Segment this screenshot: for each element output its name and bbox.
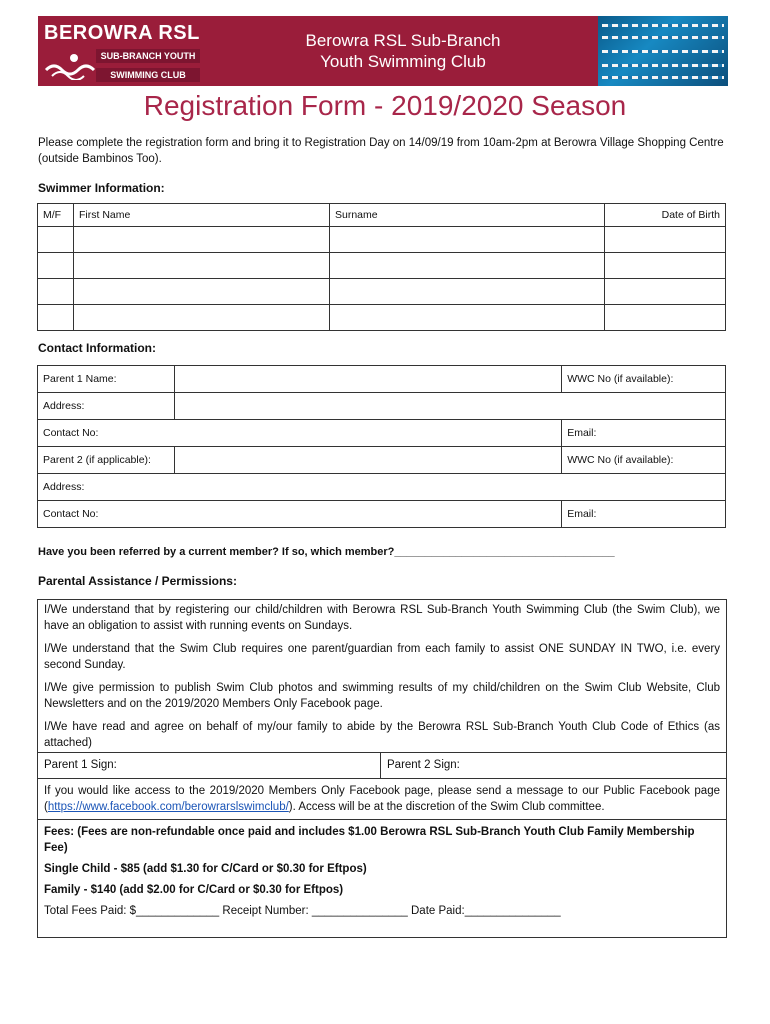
table-row bbox=[38, 253, 726, 279]
parent1-sign-field[interactable]: Parent 1 Sign: bbox=[38, 753, 381, 778]
mf-cell[interactable] bbox=[38, 305, 74, 331]
header-dob: Date of Birth bbox=[605, 204, 726, 227]
header-surname: Surname bbox=[330, 204, 605, 227]
fees-heading: Fees: (Fees are non-refundable once paid and includes $1.00 Berowra RSL Sub-Branch Youth Club Family Membership Fee) bbox=[44, 826, 695, 854]
form-title: Registration Form - 2019/2020 Season bbox=[143, 90, 627, 121]
email2-label[interactable]: Email: bbox=[562, 501, 726, 528]
swimmer-logo-icon bbox=[44, 48, 104, 80]
first-name-cell[interactable] bbox=[74, 279, 330, 305]
dob-cell[interactable] bbox=[605, 253, 726, 279]
dob-cell[interactable] bbox=[605, 227, 726, 253]
fees-section bbox=[38, 820, 726, 937]
address1-field[interactable] bbox=[175, 393, 726, 420]
banner-title-line-1: Berowra RSL Sub-Branch bbox=[305, 31, 501, 50]
logo-subtitle-2: SWIMMING CLUB bbox=[96, 68, 200, 82]
parent1-name-field[interactable] bbox=[175, 366, 562, 393]
fees-paid-line[interactable]: Total Fees Paid: $_____________ Receipt Number: _______________ Date Paid:_______________ bbox=[44, 905, 561, 917]
facebook-text-before: If you would like access to the 2019/2020 Members Only Facebook page, please send a message to our Public Facebook page ( bbox=[44, 785, 720, 813]
contact-no2-label[interactable]: Contact No: bbox=[38, 501, 562, 528]
swimmer-table-header bbox=[38, 204, 726, 227]
facebook-access-text bbox=[38, 779, 726, 820]
header-banner bbox=[38, 16, 728, 86]
dob-cell[interactable] bbox=[605, 279, 726, 305]
first-name-cell[interactable] bbox=[74, 227, 330, 253]
header-first-name: First Name bbox=[74, 204, 330, 227]
wwc1-label[interactable]: WWC No (if available): bbox=[562, 366, 726, 393]
surname-cell[interactable] bbox=[330, 227, 605, 253]
parent2-label: Parent 2 (if applicable): bbox=[38, 447, 175, 474]
permission-paragraph-1: I/We understand that by registering our child/children with Berowra RSL Sub-Branch Youth Swimming Club (the Swim Club), we have an obligation to assist with running events on Sundays. bbox=[44, 604, 720, 632]
contact-info-heading: Contact Information: bbox=[38, 341, 156, 355]
club-logo bbox=[44, 22, 200, 82]
swimmer-table bbox=[37, 203, 726, 331]
parent2-sign-field[interactable]: Parent 2 Sign: bbox=[387, 759, 460, 771]
parent1-name-label: Parent 1 Name: bbox=[38, 366, 175, 393]
wwc2-label[interactable]: WWC No (if available): bbox=[562, 447, 726, 474]
table-row bbox=[38, 227, 726, 253]
facebook-link[interactable]: https://www.facebook.com/berowrarslswimclub/ bbox=[47, 801, 289, 813]
first-name-cell[interactable] bbox=[74, 305, 330, 331]
surname-cell[interactable] bbox=[330, 279, 605, 305]
surname-cell[interactable] bbox=[330, 253, 605, 279]
fee-single-child: Single Child - $85 (add $1.30 for C/Card or $0.30 for Eftpos) bbox=[44, 863, 367, 875]
mf-cell[interactable] bbox=[38, 279, 74, 305]
header-mf: M/F bbox=[38, 204, 74, 227]
contact-table bbox=[37, 365, 726, 528]
address1-label: Address: bbox=[38, 393, 175, 420]
dob-cell[interactable] bbox=[605, 305, 726, 331]
logo-title: BEROWRA RSL bbox=[44, 22, 200, 44]
surname-cell[interactable] bbox=[330, 305, 605, 331]
mf-cell[interactable] bbox=[38, 227, 74, 253]
pool-photo bbox=[598, 16, 728, 86]
first-name-cell[interactable] bbox=[74, 253, 330, 279]
facebook-text-after: ). Access will be at the discretion of the Swim Club committee. bbox=[288, 801, 605, 813]
swimmer-info-heading: Swimmer Information: bbox=[38, 181, 165, 195]
parent2-name-field[interactable] bbox=[175, 447, 562, 474]
referral-question[interactable]: Have you been referred by a current member? If so, which member?____________________________________ bbox=[38, 546, 615, 558]
fee-family: Family - $140 (add $2.00 for C/Card or $0.30 for Eftpos) bbox=[44, 884, 344, 896]
banner-title-line-2: Youth Swimming Club bbox=[320, 52, 486, 71]
email1-label[interactable]: Email: bbox=[562, 420, 726, 447]
permission-paragraph-2: I/We understand that the Swim Club requires one parent/guardian from each family to assist ONE SUNDAY IN TWO, i.e. every second Sunday. bbox=[44, 643, 720, 671]
permission-paragraph-4: I/We have read and agree on behalf of my/our family to abide by the Berowra RSL Sub-Branch Youth Club Code of Ethics (as attached) bbox=[44, 721, 720, 749]
table-row bbox=[38, 305, 726, 331]
intro-text: Please complete the registration form and bring it to Registration Day on 14/09/19 from 10am-2pm at Berowra Village Shopping Centre (outside Bambinos Too). bbox=[38, 137, 724, 165]
address2-label[interactable]: Address: bbox=[38, 474, 726, 501]
permissions-heading: Parental Assistance / Permissions: bbox=[38, 574, 237, 588]
banner-title bbox=[258, 30, 548, 72]
contact-no1-label[interactable]: Contact No: bbox=[38, 420, 562, 447]
mf-cell[interactable] bbox=[38, 253, 74, 279]
signature-row bbox=[38, 752, 726, 779]
permission-paragraph-3: I/We give permission to publish Swim Club photos and swimming results of my child/children on the Swim Club Website, Club Newsletters and on the 2019/2020 Members Only Facebook page. bbox=[44, 682, 720, 710]
permissions-box bbox=[37, 599, 727, 938]
logo-subtitle-1: SUB-BRANCH YOUTH bbox=[96, 49, 200, 63]
table-row bbox=[38, 279, 726, 305]
